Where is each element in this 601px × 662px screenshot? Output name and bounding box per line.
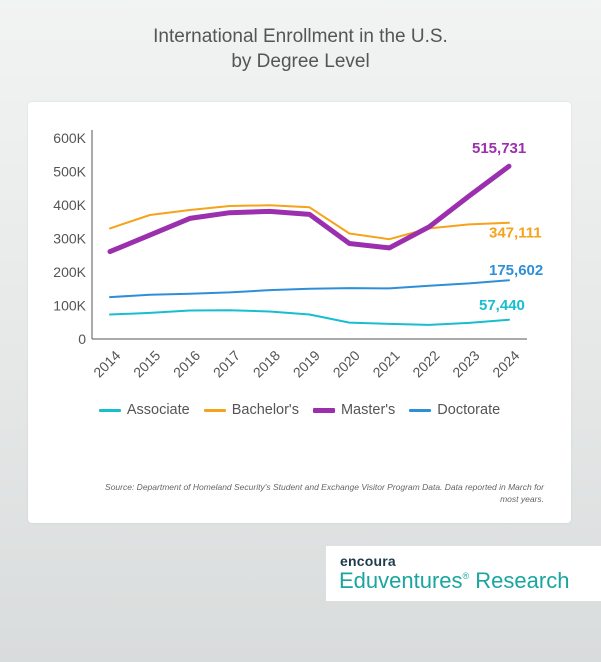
y-tick-label: 400K bbox=[53, 197, 86, 213]
legend-label-doctorate: Doctorate bbox=[437, 402, 501, 418]
legend-swatch-doctorate bbox=[409, 409, 431, 412]
x-tick-label: 2022 bbox=[409, 347, 443, 381]
x-tick-label: 2021 bbox=[369, 347, 403, 381]
x-tick-label: 2024 bbox=[489, 347, 523, 381]
data-label-doctorate: 175,602 bbox=[489, 262, 544, 280]
legend-swatch-associate bbox=[99, 409, 121, 412]
legend-item-associate bbox=[99, 402, 190, 418]
x-tick-label: 2020 bbox=[329, 347, 363, 381]
brand-research: Research bbox=[469, 568, 570, 593]
data-label-associate: 57,440 bbox=[479, 296, 525, 314]
x-tick-label: 2023 bbox=[449, 347, 483, 381]
data-label-master-s: 515,731 bbox=[472, 140, 527, 158]
x-tick-label: 2014 bbox=[90, 347, 124, 381]
chart-legend bbox=[28, 402, 571, 418]
brand-eduventures-research bbox=[339, 568, 569, 594]
x-tick-label: 2019 bbox=[289, 347, 323, 381]
legend-item-bachelor-s bbox=[204, 402, 299, 418]
x-tick-label: 2016 bbox=[169, 347, 204, 381]
brand-eduventures: Eduventures bbox=[339, 568, 463, 593]
legend-swatch-bachelor-s bbox=[204, 409, 226, 412]
chart-title-line-1: International Enrollment in the U.S. bbox=[153, 26, 448, 47]
line-chart bbox=[28, 102, 571, 402]
x-tick-label: 2017 bbox=[209, 347, 244, 381]
legend-item-master-s bbox=[313, 402, 395, 418]
series-line-master-s bbox=[110, 166, 509, 251]
brand-registered-mark: ® bbox=[462, 571, 470, 581]
legend-label-bachelor-s: Bachelor's bbox=[231, 402, 299, 418]
data-label-bachelor-s: 347,111 bbox=[489, 224, 542, 242]
x-tick-label: 2018 bbox=[249, 347, 284, 381]
legend-label-associate: Associate bbox=[126, 402, 190, 418]
legend-swatch-master-s bbox=[313, 408, 335, 413]
legend-item-doctorate bbox=[409, 402, 500, 418]
series-line-associate bbox=[110, 310, 509, 325]
chart-card bbox=[28, 102, 571, 523]
y-tick-label: 500K bbox=[53, 163, 86, 180]
x-tick-label: 2015 bbox=[130, 347, 164, 381]
chart-title bbox=[0, 24, 601, 74]
y-tick-label: 0 bbox=[78, 331, 86, 347]
y-tick-label: 300K bbox=[53, 230, 86, 247]
brand-encoura: encoura bbox=[340, 553, 396, 569]
series-line-doctorate bbox=[110, 280, 509, 297]
y-tick-label: 200K bbox=[53, 264, 86, 280]
legend-label-master-s: Master's bbox=[340, 402, 396, 418]
chart-title-line-2: by Degree Level bbox=[231, 51, 370, 72]
y-tick-label: 600K bbox=[53, 130, 86, 146]
y-tick-label: 100K bbox=[53, 297, 86, 314]
source-note: Source: Department of Homeland Security's Student and Exchange Visitor Program Data. Data reported in March for most years. bbox=[105, 482, 544, 504]
brand-logo bbox=[326, 546, 601, 601]
